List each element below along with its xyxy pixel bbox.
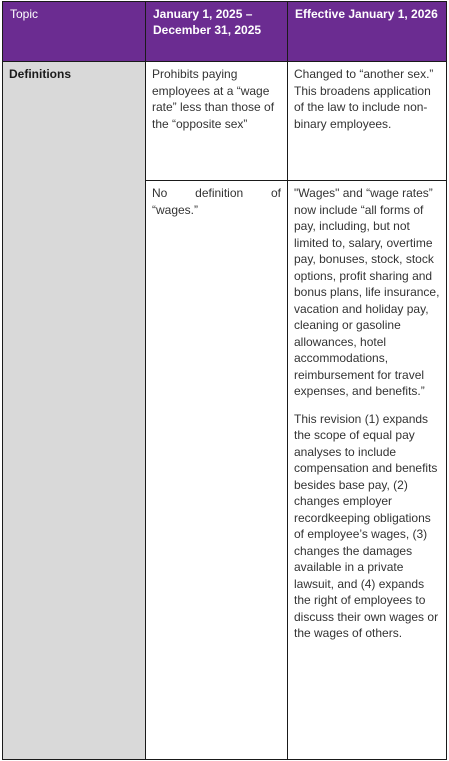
header-2026-label: Effective January 1, 2026 bbox=[295, 7, 438, 21]
row1-2026-cell bbox=[287, 61, 447, 181]
header-2025 bbox=[145, 1, 288, 62]
row2-2026-cell bbox=[287, 180, 447, 760]
row2-2026-wages-definition: "Wages" and “wage rates” now include “all forms of pay, including, but not limited to, salary, overtime pay, bonuses, stock, stock options, profit sharing and bonus plans, life insurance, vacation and holiday pay, cleaning or gasoline allowances, hotel accommodations, reimbursement for travel expenses, and benefits.” bbox=[294, 186, 440, 398]
row2-2025-text-line1: No definition of bbox=[152, 186, 281, 200]
row2-2025-text-line2: “wages.” bbox=[152, 202, 199, 217]
row1-2025-cell bbox=[145, 61, 288, 181]
header-topic bbox=[2, 1, 146, 62]
row1-2025-text: Prohibits paying employees at a “wage rate” less than those of the “opposite sex” bbox=[152, 67, 275, 131]
row1-2026-text: Changed to “another sex.” This broadens application of the law to include non-binary employees. bbox=[294, 67, 434, 131]
comparison-table bbox=[2, 1, 447, 760]
topic-cell-definitions bbox=[2, 61, 146, 760]
header-topic-label: Topic bbox=[10, 7, 39, 21]
header-2026 bbox=[287, 1, 447, 62]
topic-definitions-label: Definitions bbox=[9, 67, 71, 81]
header-2025-label: January 1, 2025 – December 31, 2025 bbox=[153, 7, 262, 37]
row2-2025-cell bbox=[145, 180, 288, 760]
row2-2026-revision-note: This revision (1) expands the scope of equal pay analyses to include compensation and benefits besides base pay, (2) changes employer recordkeeping obligations of employee’s wages, (3) changes the damages available in a private lawsuit, and (4) expands the right of employees to discuss their own wages or the wages of others. bbox=[294, 411, 439, 640]
